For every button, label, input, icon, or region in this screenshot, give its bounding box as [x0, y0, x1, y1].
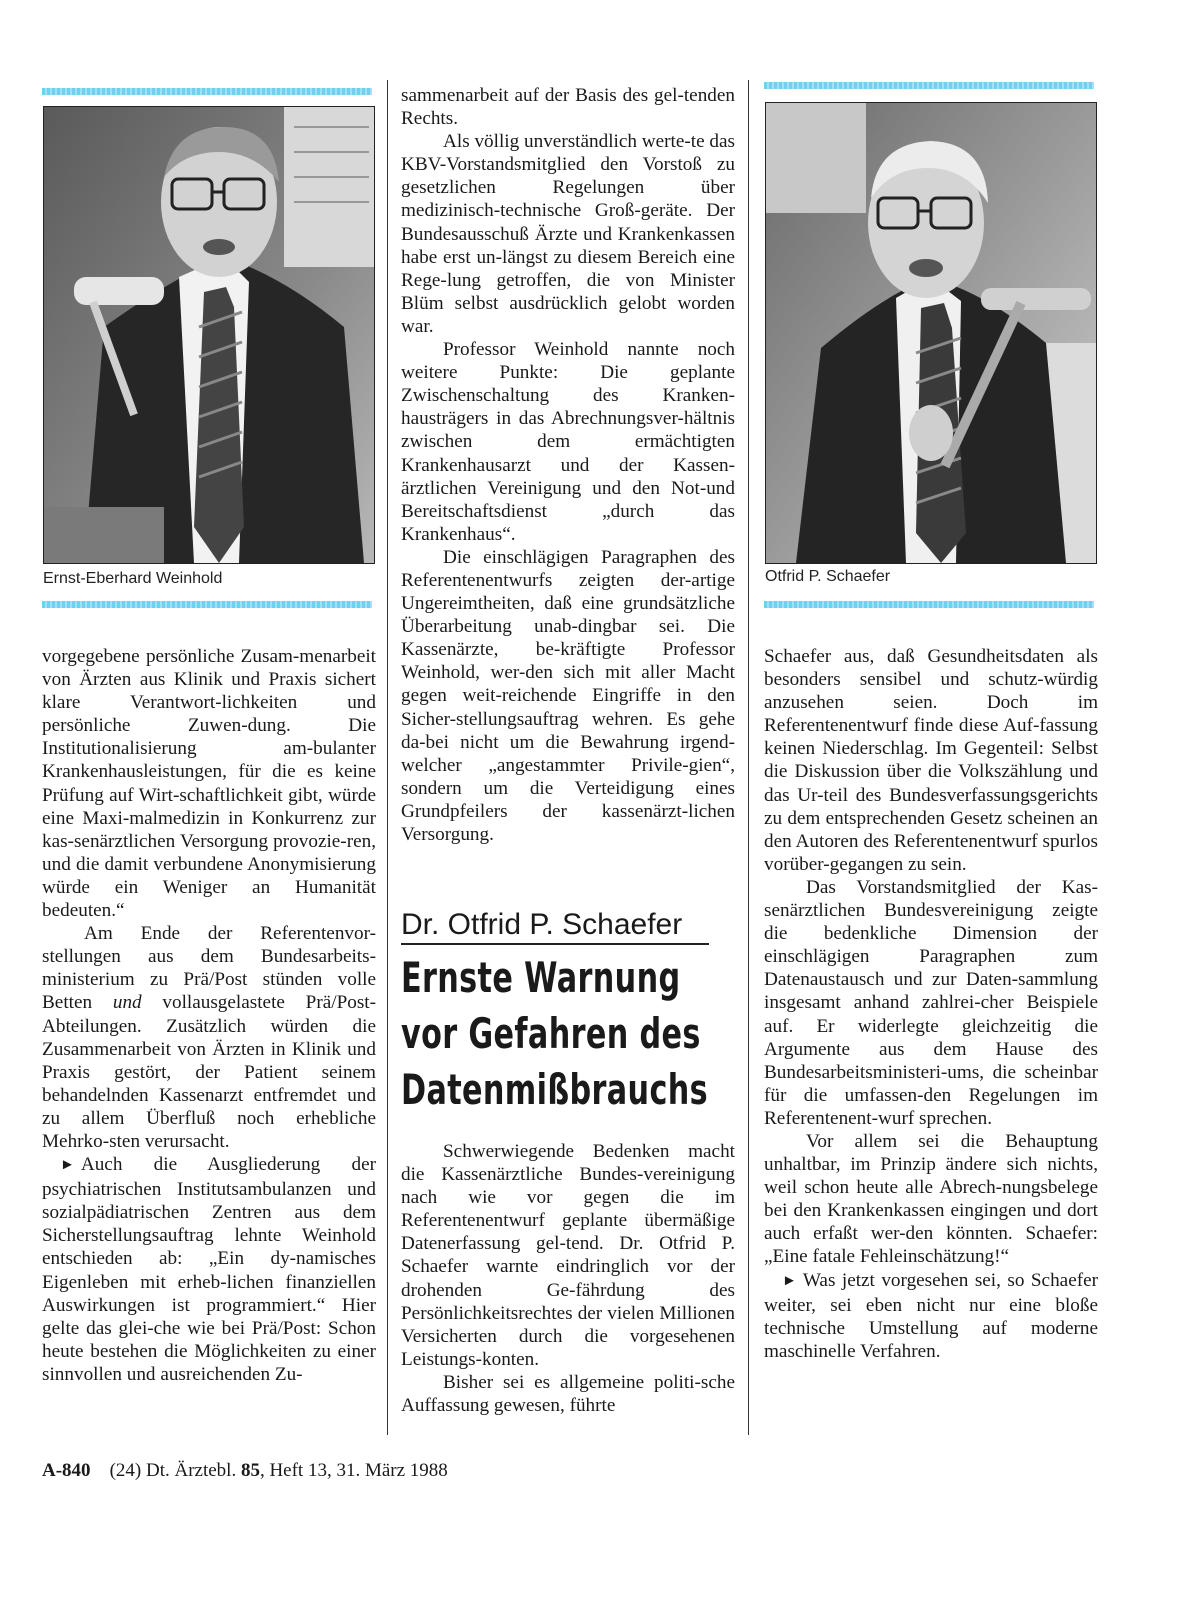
paragraph: ► Auch die Ausgliederung der psychiatrischen Institutsambulanzen und sozialpädiatrischen Zentren aus dem Sicherstellungsauftrag lehnte Weinhold entschieden ab: „Ein dy-namisches Eigenleben mit erheb-lichen finanziellen Auswirkungen ist programmiert.“ Hier gelte das glei-che wie bei Prä/Post: Schon heute bestehen die Möglichkeiten zu einer sinnvollen und ausreichenden Zu- [42, 1154, 376, 1385]
cyan-bar-top-left [42, 88, 372, 95]
subtitle-underline [401, 943, 709, 945]
page-number: A-840 [42, 1460, 91, 1481]
journal-volume: 85 [240, 1460, 260, 1481]
paragraph: ► Was jetzt vorgesehen sei, so Schaefer weiter, sei eben nicht nur eine bloße technische Umstellung auf moderne maschinelle Verfahren. [764, 1269, 1098, 1362]
section-subtitle: Dr. Otfrid P. Schaefer [401, 908, 683, 941]
column-2-text-bottom [401, 1140, 735, 1417]
journal-issue: (24) Dt. Ärztebl. [109, 1460, 237, 1481]
column-rule-1 [387, 80, 388, 1435]
paragraph: sammenarbeit auf der Basis des gel-tenden Rechts. [401, 85, 735, 130]
cyan-bar-bottom-left [42, 601, 372, 608]
paragraph: Professor Weinhold nannte noch weitere Punkte: Die geplante Zwischenschaltung des Kranken-hausträgers in das Abrechnungsver-hältnis zwischen dem ermächtigten Krankenhausarzt und der Kassen-ärztlichen Vereinigung und den Not-und Bereitschaftsdienst „durch das Krankenhaus“. [401, 339, 735, 545]
emphasis: und [112, 992, 142, 1014]
cyan-bar-top-right [764, 82, 1094, 89]
article-headline-line-3: Datenmißbrauchs [401, 1065, 708, 1114]
article-headline-line-2: vor Gefahren des [401, 1009, 701, 1058]
journal-issue-date: , Heft 13, 31. März 1988 [259, 1460, 448, 1481]
portrait-schaefer-image [766, 103, 1096, 563]
paragraph: Als völlig unverständlich werte-te das KBV-Vorstandsmitglied den Vorstoß zu gesetzlichen Regelungen über medizinisch-technische Groß-geräte. Der Bundesausschuß Ärzte und Krankenkassen habe erst un-längst zu diesem Bereich eine Rege-lung getroffen, die von Minister Blüm selbst ausdrücklich gelobt worden war. [401, 131, 736, 337]
cyan-bar-bottom-right [764, 601, 1094, 608]
pointer-arrow-icon: ► [60, 1157, 75, 1174]
pointer-arrow-icon: ► [782, 1272, 797, 1289]
paragraph: Das Vorstandsmitglied der Kas-senärztlichen Bundesvereinigung zeigte die bedenkliche Dimension der einschlägigen Paragraphen zum Datenaustausch und zur Daten-sammlung insgesamt anhand zahlrei-cher Beispiele auf. Er widerlegte gleichzeitig die Argumente aus dem Hause des Bundesarbeitsministeri-ums, die scheinbar für die umfassen-den Regelungen im Referentenent-wurf sprechen. [764, 876, 1098, 1129]
article-headline-line-1: Ernste Warnung [401, 953, 681, 1002]
column-3-text [764, 645, 1098, 1363]
paragraph: Schaefer aus, daß Gesundheitsdaten als besonders sensibel und schutz-würdig anzusehen seien. Doch im Referentenentwurf finde diese Auf-fassung keinen Niederschlag. Im Gegenteil: Selbst die Diskussion über die Volkszählung und das Ur-teil des Bundesverfassungsgerichts zu dem entsprechenden Gesetz scheinen an den Autoren des Referentenentwurf spurlos vorüber-gegangen zu sein. [764, 646, 1098, 875]
paragraph: Vor allem sei die Behauptung unhaltbar, im Prinzip ändere sich nichts, weil schon heute alle Abrech-nungsbelege bei den Krankenkassen eingingen und dort auch erfaßt wer-den könnten. Schaefer: „Eine fatale Fehleinschätzung!“ [764, 1130, 1098, 1268]
column-1-text [42, 645, 376, 1386]
portrait-weinhold-image [44, 107, 374, 563]
photo-schaefer [765, 102, 1097, 564]
caption-schaefer: Otfrid P. Schaefer [765, 568, 891, 585]
caption-weinhold: Ernst-Eberhard Weinhold [43, 570, 223, 587]
photo-weinhold [43, 106, 375, 564]
column-2-text-top [401, 84, 735, 846]
paragraph: Am Ende der Referentenvor-stellungen aus dem Bundesarbeits-ministerium zu Prä/Post stünden volle Betten und vollausgelastete Prä/Post-Abteilungen. Zusätzlich würden die Zusammenarbeit von Ärzten in Klinik und Praxis gestört, der Patient seinem behandelnden Kassenarzt entfremdet und zu allem Überfluß noch erhebliche Mehrko-sten verursacht. [42, 923, 377, 1152]
paragraph: Bisher sei es allgemeine politi-sche Auffassung gewesen, führte [401, 1371, 735, 1417]
column-rule-2 [748, 80, 749, 1435]
paragraph: Die einschlägigen Paragraphen des Referentenentwurfs zeigten der-artige Ungereimtheiten, daß eine grundsätzliche Überarbeitung unab-dingbar sei. Die Kassenärzte, be-kräftigte Professor Weinhold, wer-den sich mit aller Macht gegen weit-reichende Eingriffe in den Sicher-stellungsauftrag wehren. Es gehe da-bei nicht um die Bewahrung irgend-welcher „angestammter Privile-gien“, sondern um die Verteidigung eines Grundpfeilers der kassenärzt-lichen Versorgung. [401, 546, 735, 845]
paragraph: vorgegebene persönliche Zusam-menarbeit von Ärzten aus Klinik und Praxis sichert klare Verantwort-lichkeiten und persönliche Zuwen-dung. Die Institutionalisierung am-bulanter Krankenhausleistungen, für die es keine Prüfung auf Wirt-schaftlichkeit gibt, würde eine Maxi-malmedizin in Konkurrenz zur kas-senärztlichen Versorgung provozie-ren, und die damit verbundene Anonymisierung würde ein Weniger an Humanität bedeuten.“ [42, 646, 376, 922]
page-footer [42, 1460, 448, 1482]
paragraph: Schwerwiegende Bedenken macht die Kassenärztliche Bundes-vereinigung nach wie vor gegen die im Referentenentwurf geplante übermäßige Datenerfassung gel-tend. Dr. Otfrid P. Schaefer warnte eindringlich vor der drohenden Ge-fährdung des Persönlichkeitsrechtes der vielen Millionen Versicherten durch die vorgesehenen Leistungs-konten. [401, 1141, 735, 1370]
